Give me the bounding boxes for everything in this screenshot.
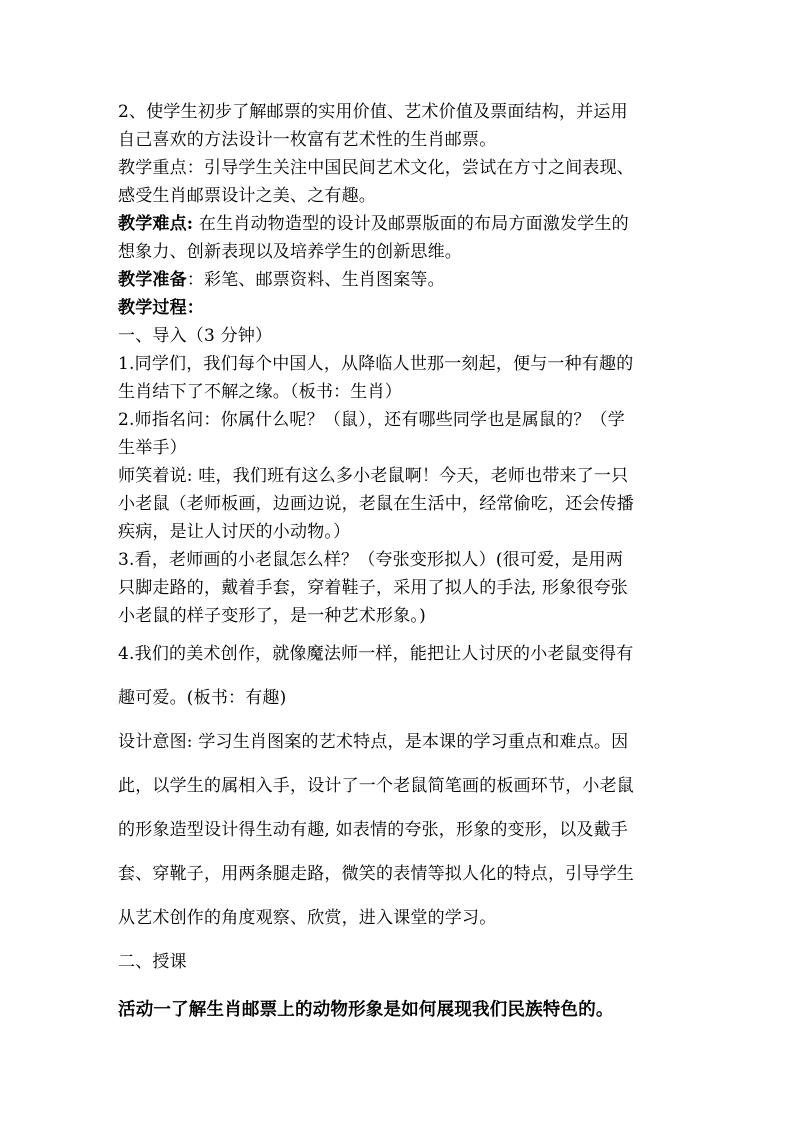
goal2-line-2: 自己喜欢的方法设计一枚富有艺术性的生肖邮票。	[118, 130, 497, 150]
step3-line-1: 3.看，老师画的小老鼠怎么样？（夸张变形拟人）(很可爱，是用两	[118, 550, 624, 570]
difficulty-line-1	[118, 210, 678, 238]
key-points-line-1	[118, 154, 678, 182]
teacher-laugh-line-3: 疾病，是让人讨厌的小动物。）	[118, 522, 351, 542]
document-page	[118, 98, 678, 1024]
prep-text: ：彩笔、邮票资料、生肖图案等。	[186, 270, 445, 290]
difficulty-text: 在生肖动物造型的设计及邮票版面的布局方面激发学生的	[193, 214, 629, 234]
difficulty-line-2: 想象力、创新表现以及培养学生的创新思维。	[118, 242, 462, 262]
key-points-line-2: 感受生肖邮票设计之美、之有趣。	[118, 186, 376, 206]
process-heading: 教学过程：	[118, 298, 204, 318]
step4-line-1: 4.我们的美术创作，就像魔法师一样，能把让人讨厌的小老鼠变得有	[118, 644, 634, 664]
design-intent-line-2: 此，以学生的属相入手，设计了一个老鼠简笔画的板画环节，小老鼠	[118, 776, 634, 796]
prep-line	[118, 266, 678, 294]
step2-line-1: 2.师指名问：你属什么呢？（鼠），还有哪些同学也是属鼠的？（学	[118, 410, 625, 430]
key-points-text: 引导学生关注中国民间艺术文化，尝试在方寸之间表现、	[204, 158, 634, 178]
step3-line-2: 只脚走路的，戴着手套，穿着鞋子，采用了拟人的手法, 形象很夸张	[118, 578, 629, 598]
step1-line-1: 1.同学们，我们每个中国人，从降临人世那一刻起，便与一种有趣的	[118, 354, 634, 374]
step3-line-3: 小老鼠的样子变形了，是一种艺术形象。)	[118, 606, 426, 626]
step1-line-2: 生肖结下了不解之缘。（板书：生肖）	[118, 382, 402, 402]
step4-line-2: 趣可爱。(板书：有趣)	[118, 688, 287, 708]
goal2-line-1: 2、使学生初步了解邮票的实用价值、艺术价值及票面结构，并运用	[118, 102, 628, 122]
step2-line-2: 生举手）	[118, 438, 187, 458]
section1-heading: 一、导入（3 分钟）	[118, 326, 273, 346]
design-intent-line-4: 套、穿靴子，用两条腿走路，微笑的表情等拟人化的特点，引导学生	[118, 864, 634, 884]
section2-heading: 二、授课	[118, 952, 187, 972]
design-intent-line-3: 的形象造型设计得生动有趣, 如表情的夸张，形象的变形，以及戴手	[118, 820, 629, 840]
key-points-label: 教学重点：	[118, 158, 204, 178]
teacher-laugh-line-2: 小老鼠（老师板画，边画边说，老鼠在生活中，经常偷吃，还会传播	[118, 494, 634, 514]
design-intent-line-5: 从艺术创作的角度观察、欣赏，进入课堂的学习。	[118, 908, 497, 928]
activity1-heading: 活动一了解生肖邮票上的动物形象是如何展现我们民族特色的。	[118, 1000, 614, 1020]
design-intent-line-1: 设计意图: 学习生肖图案的艺术特点，是本课的学习重点和难点。因	[118, 732, 629, 752]
prep-label: 教学准备	[118, 270, 187, 290]
teacher-laugh-line-1: 师笑着说: 哇，我们班有这么多小老鼠啊！今天，老师也带来了一只	[118, 466, 629, 486]
difficulty-label: 教学难点:	[118, 214, 194, 234]
